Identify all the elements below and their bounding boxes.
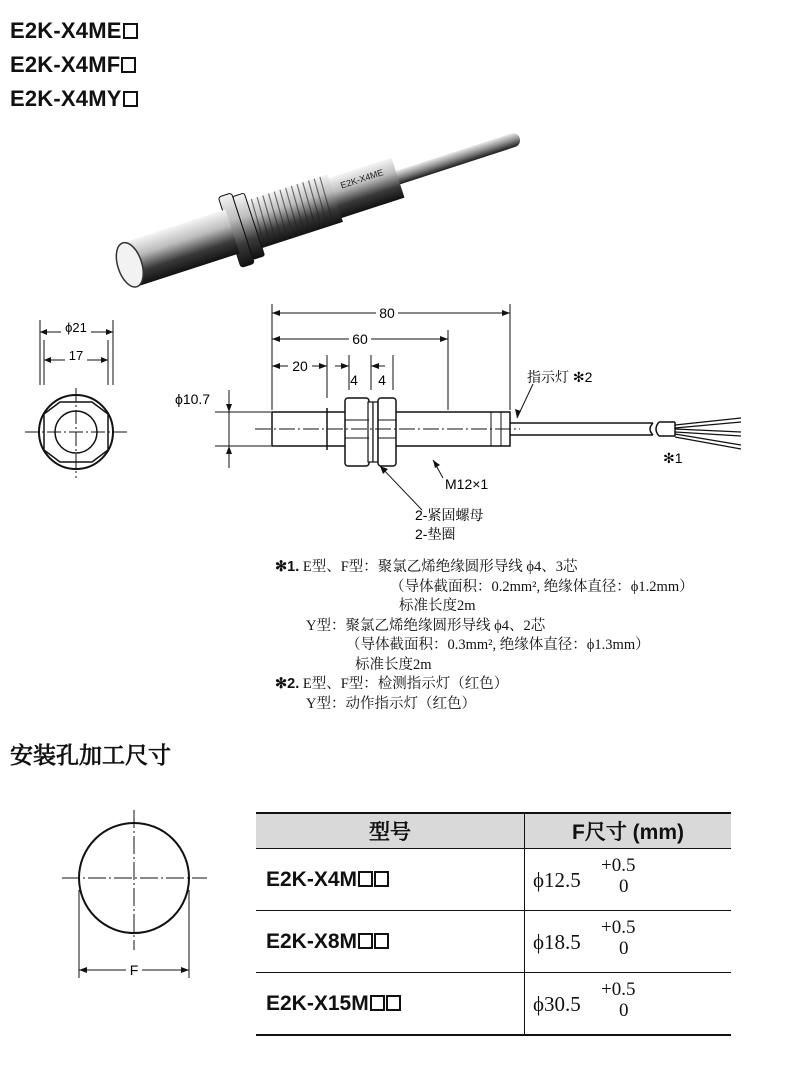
- table-header-model: 型号: [256, 813, 525, 849]
- note-mark: ✻2.: [275, 676, 300, 692]
- sensor-label-print: E2K-X4ME: [339, 167, 385, 191]
- note-mark: ✻1.: [275, 559, 300, 575]
- mounting-dimension-table: [256, 812, 731, 1036]
- washer-label: 2-垫圈: [415, 526, 456, 542]
- note-line: ✻2. E型、F型：检测指示灯（红色）: [275, 676, 509, 692]
- f-value-cell: ϕ30.5 +0.5 0: [525, 973, 732, 1036]
- model-title-3: E2K-X4MY: [10, 86, 138, 112]
- model-cell: E2K-X8M: [256, 911, 525, 973]
- f-value-cell: ϕ18.5 +0.5 0: [525, 911, 732, 973]
- footnotes: [275, 558, 694, 714]
- table-row: [256, 911, 731, 973]
- box-glyph: [123, 91, 138, 107]
- dim-body-length: 60: [352, 331, 368, 347]
- dim-outer-dia: ϕ21: [65, 320, 87, 335]
- note-line: Y型：聚氯乙烯绝缘圆形导线 ϕ4、2芯: [306, 617, 546, 634]
- dim-total-length: 80: [379, 305, 395, 321]
- nut-label: 2-紧固螺母: [415, 507, 484, 523]
- box-glyph: [121, 57, 136, 73]
- note-line: Y型：动作指示灯（红色）: [306, 695, 476, 712]
- mounting-hole-drawing: [62, 810, 212, 985]
- model-cell: E2K-X4M: [256, 849, 525, 911]
- table-row: [256, 849, 731, 911]
- model-title-2: E2K-X4MF: [10, 52, 136, 78]
- cable-note-mark: ✻1: [663, 450, 683, 466]
- dim-diameter: ϕ10.7: [175, 391, 211, 407]
- table-header-f: F尺寸 (mm): [525, 813, 732, 849]
- dim-front-length: 20: [292, 358, 308, 374]
- indicator-label: 指示灯 ✻2: [527, 369, 593, 385]
- mounting-hole-heading: 安装孔加工尺寸: [10, 742, 171, 768]
- dim-nut-width-1: 4: [350, 372, 358, 388]
- f-value-cell: ϕ12.5 +0.5 0: [525, 849, 732, 911]
- note-line: （导体截面积：0.2mm², 绝缘体直径：ϕ1.2mm）: [390, 578, 694, 595]
- dim-nut-width-2: 4: [378, 372, 386, 388]
- side-view-drawing: [175, 298, 775, 543]
- box-glyph: [123, 23, 138, 39]
- note-line: ✻1. E型、F型：聚氯乙烯绝缘圆形导线 ϕ4、3芯: [275, 559, 578, 575]
- sensor-product-image: [100, 118, 540, 288]
- thread-label: M12×1: [445, 476, 489, 492]
- table-row: [256, 973, 731, 1036]
- model-cell: E2K-X15M: [256, 973, 525, 1036]
- dim-across-flats: 17: [68, 348, 84, 363]
- note-line: 标准长度2m: [399, 598, 476, 614]
- front-view-drawing: [15, 310, 150, 480]
- model-title-1: E2K-X4ME: [10, 18, 138, 44]
- note-line: 标准长度2m: [355, 656, 432, 673]
- hole-dim-label: F: [129, 962, 139, 978]
- note-line: （导体截面积：0.3mm², 绝缘体直径：ϕ1.3mm）: [346, 637, 650, 653]
